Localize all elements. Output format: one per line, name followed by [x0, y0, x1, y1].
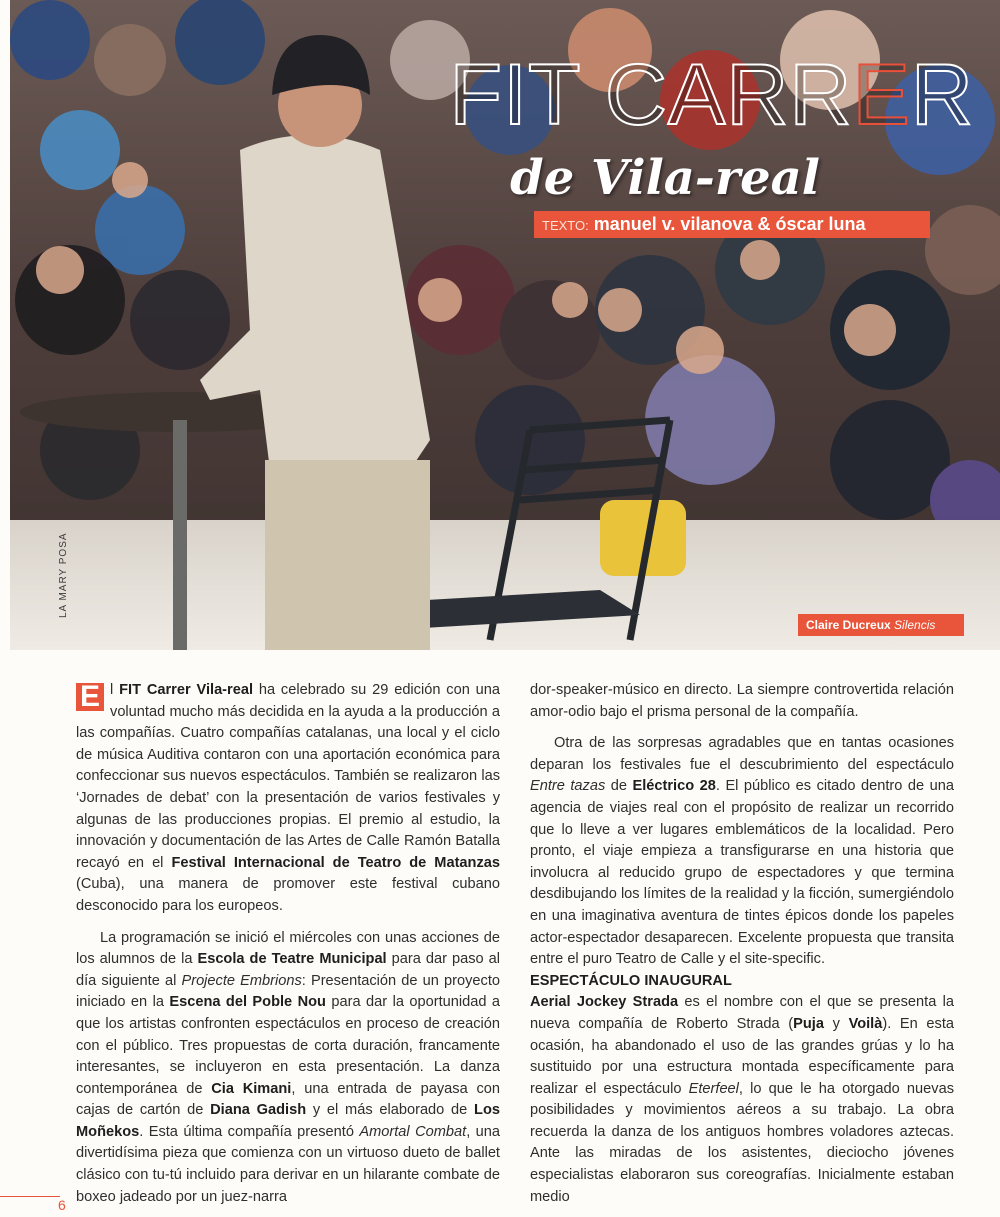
photo-credit: LA MARY POSA [58, 532, 69, 618]
text-column-left [76, 680, 500, 1208]
paragraph-4: Aerial Jockey Strada es el nombre con el que se presenta la nueva compañía de Roberto Strada (Puja y Voilà). En esta ocasión, ha abandonado el uso de las grandes grúas y lo ha sustituido por una estructura montada específicamente para realizar el espectáculo Eterfeel, lo que le ha otorgado nuevas posibilidades y movimientos aéreos a su trabajo. La obra recuerda la danza de los antiguos hombres voladores aztecas. Ante las miradas de los asistentes, dieciocho jóvenes especialistas elaboraron sus coreografías. Inicialmente estaban medio [530, 994, 955, 1205]
drop-cap: E [76, 683, 104, 711]
article-title: FIT CARRER [449, 47, 974, 143]
text-column-right [530, 680, 954, 1208]
section-heading: ESPECTÁCULO INAUGURAL [530, 972, 732, 989]
byline [534, 211, 930, 238]
page-number: 6 [58, 1197, 66, 1213]
hero-photo [10, 0, 1000, 650]
paragraph-3: Otra de las sorpresas agradables que en tantas ocasiones deparan los festivales fue el descubrimiento del espectáculo Entre tazas de Eléctrico 28. El público es citado dentro de una agencia de viajes real con el propósito de realizar un recorrido que lo lleve a ver lugares emblemáticos de la localidad. Pero pronto, el viaje empieza a transfigurarse en una historia que involucra al reducido grupo de espectadores y que termina desdibujando los límites de la realidad y la ficción, sumergiéndolo en una imaginativa aventura de tintes épicos donde los papeles actor-espectador desaparecen. Excelente propuesta que transita entre el puro Teatro de Calle y el site-specific. [530, 735, 954, 968]
article-subtitle: de Vila-real [510, 150, 820, 206]
paragraph-2-continued: dor-speaker-músico en directo. La siempre controvertida relación amor-odio bajo el prisma personal de la compañía. [530, 682, 954, 720]
photo-caption [798, 614, 964, 636]
paragraph-2: La programación se inició el miércoles con unas acciones de los alumnos de la Escola de Teatre Municipal para dar paso al día siguiente al Projecte Embrions: Presentación de un proyecto iniciado en la Escena del Poble Nou para dar la oportunidad a que los artistas confronten espectáculos en proceso de creación con el público. Tres propuestas de corta duración, francamente interesantes, se incluyeron en esta presentación. La danza contemporánea de Cia Kimani, una entrada de payasa con cajas de cartón de Diana Gadish y el más elaborado de Los Moñekos. Esta última compañía presentó Amortal Combat, una divertidísima pieza que comienza con un virtuoso dueto de ballet clásico con tu-tú incluido para derivar en un hilarante combate de boxeo jadeado por un juez-narra [76, 929, 501, 1205]
byline-label: TEXTO: [542, 218, 589, 233]
paragraph-1: E l FIT Carrer Vila-real ha celebrado su 29 edición con una voluntad mucho más decidida en la ayuda a la producción a las compañías. Cuatro compañías catalanas, una local y el ciclo de música Auditiva contaron con una aportación económica para confeccionar sus nuevos espectáculos. También se realizaron las ‘Jornades de debat’ con la presentación de varios festivales y algunas de las producciones propias. El premio al estudio, la innovación y documentación de las Artes de Calle Ramón Batalla recayó en el Festival Internacional de Teatro de Matanzas (Cuba), una manera de promover este festival cubano desconocido para los europeos. [76, 680, 501, 914]
caption-title: Silencis [894, 618, 936, 632]
byline-authors: manuel v. vilanova & óscar luna [593, 214, 866, 234]
caption-name: Claire Ducreux [806, 618, 891, 632]
footer-rule [0, 1196, 60, 1197]
